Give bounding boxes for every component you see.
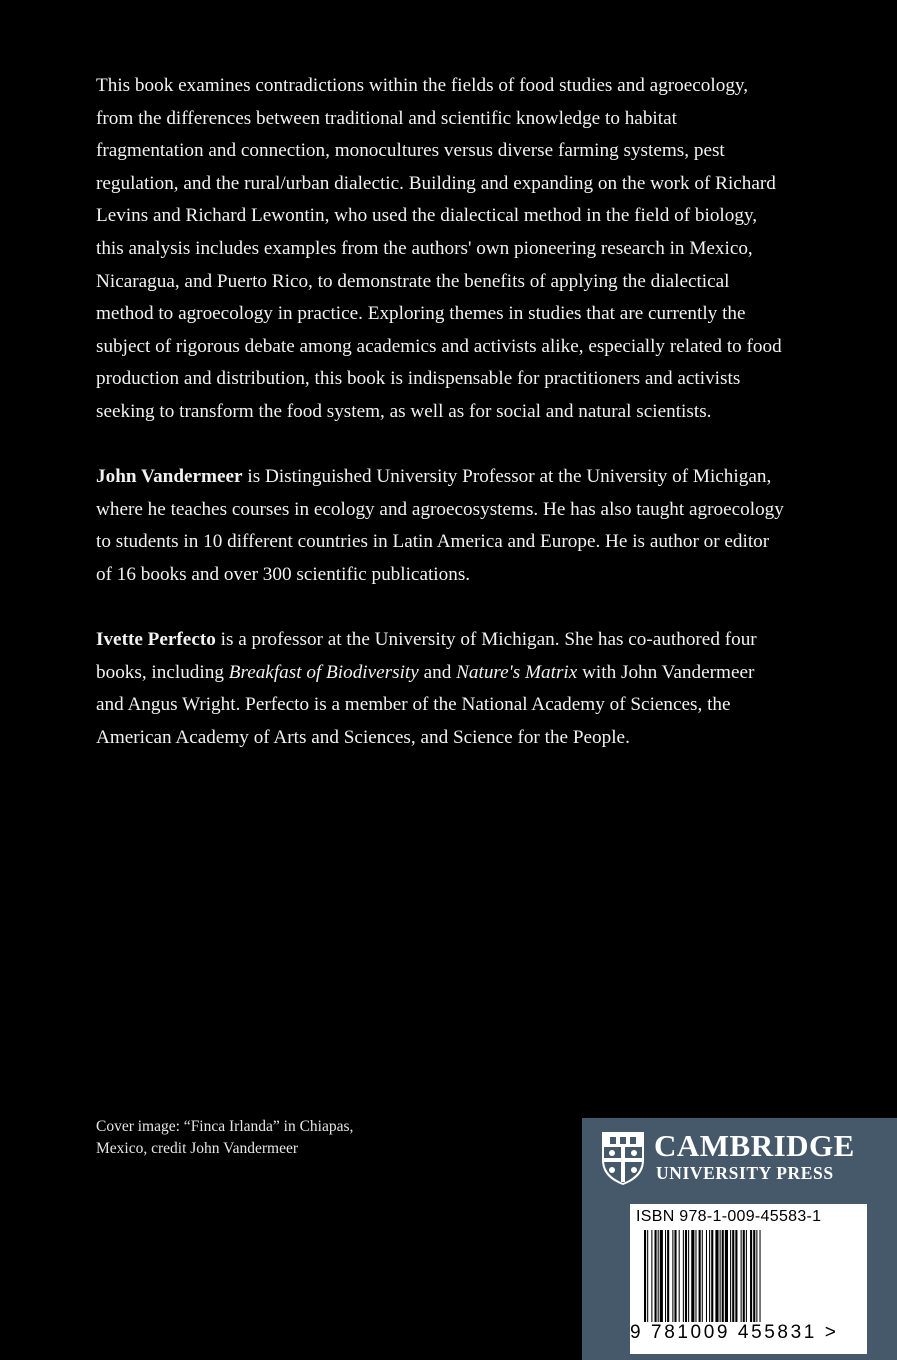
cambridge-shield-icon bbox=[600, 1130, 646, 1186]
barcode-digits: 9 781009 455831 > bbox=[630, 1322, 839, 1343]
publisher-name-line2: UNIVERSITY PRESS bbox=[656, 1163, 834, 1183]
barcode-stripe bbox=[750, 1230, 752, 1322]
barcode-stripe bbox=[753, 1230, 755, 1322]
barcode-stripe bbox=[743, 1230, 745, 1322]
barcode-stripe bbox=[644, 1230, 646, 1322]
barcode-stripe bbox=[722, 1230, 724, 1322]
barcode-stripe bbox=[699, 1230, 701, 1322]
barcode-stripe bbox=[665, 1230, 666, 1322]
barcode-stripe bbox=[691, 1230, 694, 1322]
barcode-stripe bbox=[725, 1230, 728, 1322]
barcode-stripe bbox=[685, 1230, 687, 1322]
author-bio-text: is Distinguished University Professor at the University of Michigan, where he teaches courses in ecology and agroecosystems. He has also taught agroecology to students in 10 different countries in Latin America and Europe. He is author or editor of 16 books and over 300 scientific publications. bbox=[96, 466, 784, 585]
barcode-stripe bbox=[667, 1230, 669, 1322]
barcode-stripe bbox=[702, 1230, 703, 1322]
barcode-stripe bbox=[760, 1230, 761, 1322]
barcode-stripe bbox=[688, 1230, 689, 1322]
barcode-stripe bbox=[715, 1230, 718, 1322]
barcode-stripe bbox=[695, 1230, 696, 1322]
barcode-stripe bbox=[709, 1230, 710, 1322]
barcode-stripe bbox=[711, 1230, 713, 1322]
publisher-logo bbox=[600, 1130, 855, 1186]
author-bio-text: with John Vandermeer and Angus Wright. Perfecto is a member of the National Academy of Sciences, the American Academy of Arts and Sciences, and Science for the People. bbox=[96, 661, 755, 748]
publisher-name bbox=[654, 1130, 855, 1184]
barcode-stripe bbox=[720, 1230, 721, 1322]
barcode-stripe bbox=[658, 1230, 659, 1322]
barcode-stripe bbox=[683, 1230, 684, 1322]
barcode-stripe bbox=[741, 1230, 742, 1322]
author-name: John Vandermeer bbox=[96, 466, 243, 488]
cover-image-credit bbox=[96, 1116, 416, 1160]
barcode-stripe bbox=[679, 1230, 680, 1322]
author-bio-text: is a professor at the University of Michigan. She has co-authored four books, including bbox=[96, 629, 757, 683]
credit-line: Cover image: “Finca Irlanda” in Chiapas, bbox=[96, 1118, 354, 1135]
book-description: This book examines contradictions within the fields of food studies and agroecology, from the differences between traditional and scientific knowledge to habitat fragmentation and connection, monocultures versus diverse farming systems, pest regulation, and the rural/urban dialectic. Building and expanding on the work of Richard Levins and Richard Lewontin, who used the dialectical method in the field of biology, this analysis includes examples from the authors' own pioneering research in Mexico, Nicaragua, and Puerto Rico, to demonstrate the benefits of applying the dialectical method to agroecology in practice. Exploring themes in studies that are currently the subject of rigorous debate among academics and activists alike, especially related to food production and distribution, this book is indispensable for practitioners and activists seeking to transform the food system, as well as for social and natural scientists. bbox=[96, 75, 782, 422]
barcode-stripe bbox=[647, 1230, 648, 1322]
barcode-bars bbox=[644, 1230, 856, 1322]
barcode-stripe bbox=[730, 1230, 731, 1322]
publisher-panel bbox=[582, 1118, 897, 1360]
body-text bbox=[96, 70, 786, 787]
isbn-label: ISBN 978-1-009-45583-1 bbox=[636, 1208, 822, 1225]
barcode-stripe bbox=[655, 1230, 657, 1322]
barcode-stripe bbox=[746, 1230, 747, 1322]
barcode bbox=[630, 1204, 867, 1354]
author-bio-perfecto bbox=[96, 624, 786, 754]
barcode-stripe bbox=[672, 1230, 673, 1322]
barcode-stripe bbox=[756, 1230, 757, 1322]
author-name: Ivette Perfecto bbox=[96, 629, 216, 651]
author-bio-vandermeer bbox=[96, 461, 786, 591]
credit-line: Mexico, credit John Vandermeer bbox=[96, 1140, 299, 1157]
barcode-stripe bbox=[651, 1230, 652, 1322]
barcode-stripe bbox=[732, 1230, 734, 1322]
barcode-stripe bbox=[660, 1230, 663, 1322]
conjunction: and bbox=[418, 661, 457, 683]
publisher-name-line1: CAMBRIDGE bbox=[654, 1128, 855, 1163]
barcode-stripe bbox=[735, 1230, 737, 1322]
book-title: Breakfast of Biodiversity bbox=[228, 661, 419, 683]
barcode-stripe bbox=[706, 1230, 707, 1322]
barcode-stripe bbox=[674, 1230, 676, 1322]
book-title: Nature's Matrix bbox=[456, 661, 578, 683]
